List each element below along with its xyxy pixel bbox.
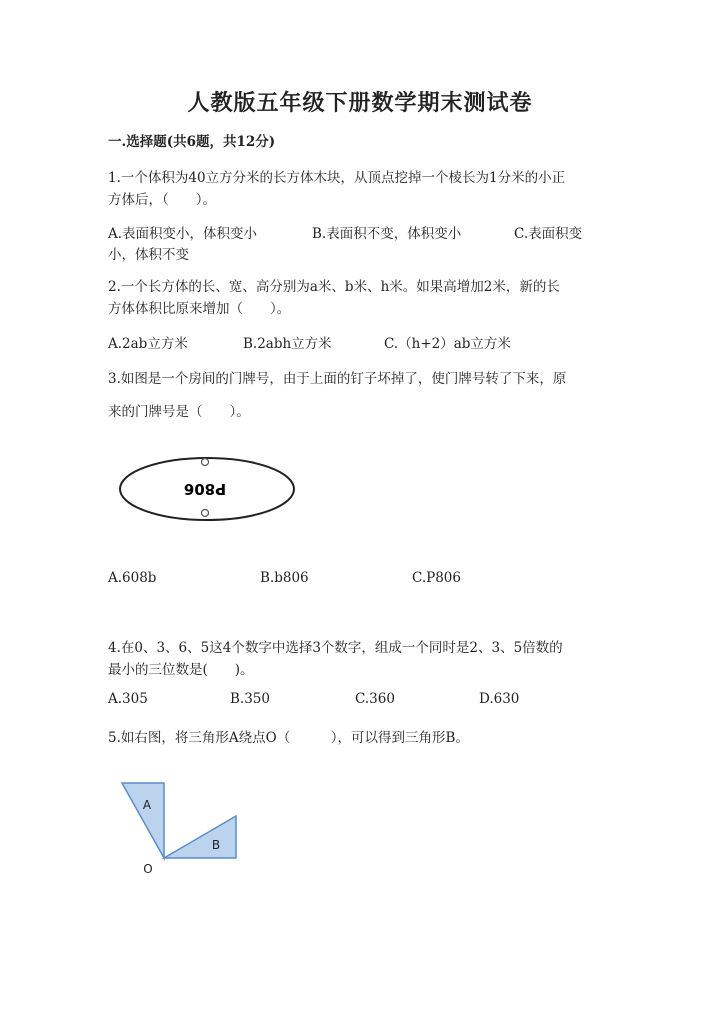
- q4-option-c: C.360: [355, 691, 395, 707]
- plate-number: P806: [183, 480, 227, 498]
- question-2-line-2: 方体体积比原来增加（ ）。: [108, 301, 291, 317]
- question-4-line-2: 最小的三位数是( )。: [108, 662, 254, 678]
- question-5-line-1: 5.如右图，将三角形A绕点O（ ），可以得到三角形B。: [108, 730, 469, 746]
- q4-option-d: D.630: [479, 691, 520, 707]
- q3-option-c: C.P806: [412, 570, 461, 586]
- label-o: O: [143, 862, 153, 876]
- q1-option-b: B.表面积不变，体积变小: [312, 226, 462, 242]
- triangle-a: [122, 783, 164, 858]
- q4-option-a: A.305: [108, 691, 148, 707]
- section-heading: 一.选择题(共6题，共12分): [108, 134, 276, 150]
- page-title: 人教版五年级下册数学期末测试卷: [187, 90, 533, 116]
- q2-option-c: C.（h+2）ab立方米: [384, 336, 511, 352]
- question-4-line-1: 4.在0、3、6、5这4个数字中选择3个数字，组成一个同时是2、3、5倍数的: [108, 640, 563, 656]
- label-b: B: [211, 838, 221, 852]
- q3-option-a: A.608b: [108, 570, 157, 586]
- label-a: A: [142, 798, 152, 812]
- question-1-line-2: 方体后，（ ）。: [108, 192, 216, 208]
- q1-option-c: C.表面积变: [514, 226, 583, 242]
- question-3-line-1: 3.如图是一个房间的门牌号，由于上面的钉子坏掉了，使门牌号转了下来，原: [108, 371, 567, 387]
- rotation-figure: [115, 778, 245, 878]
- nail-hole-bottom: [202, 510, 209, 517]
- question-3-line-2: 来的门牌号是（ ）。: [108, 404, 250, 420]
- triangle-b: [164, 816, 236, 858]
- q1-option-c-cont: 小，体积不变: [108, 247, 189, 263]
- nail-hole-top: [202, 459, 209, 466]
- question-2-line-1: 2.一个长方体的长、宽、高分别为a米、b米、h米。如果高增加2米，新的长: [108, 279, 560, 295]
- q3-option-b: B.b806: [260, 570, 309, 586]
- q2-option-a: A.2ab立方米: [108, 336, 188, 352]
- question-1-line-1: 1.一个体积为40立方分米的长方体木块，从顶点挖掉一个棱长为1分米的小正: [108, 170, 566, 186]
- door-plate-figure: [115, 452, 300, 524]
- q1-option-a: A.表面积变小，体积变小: [108, 226, 258, 242]
- q4-option-b: B.350: [230, 691, 270, 707]
- q2-option-b: B.2abh立方米: [243, 336, 332, 352]
